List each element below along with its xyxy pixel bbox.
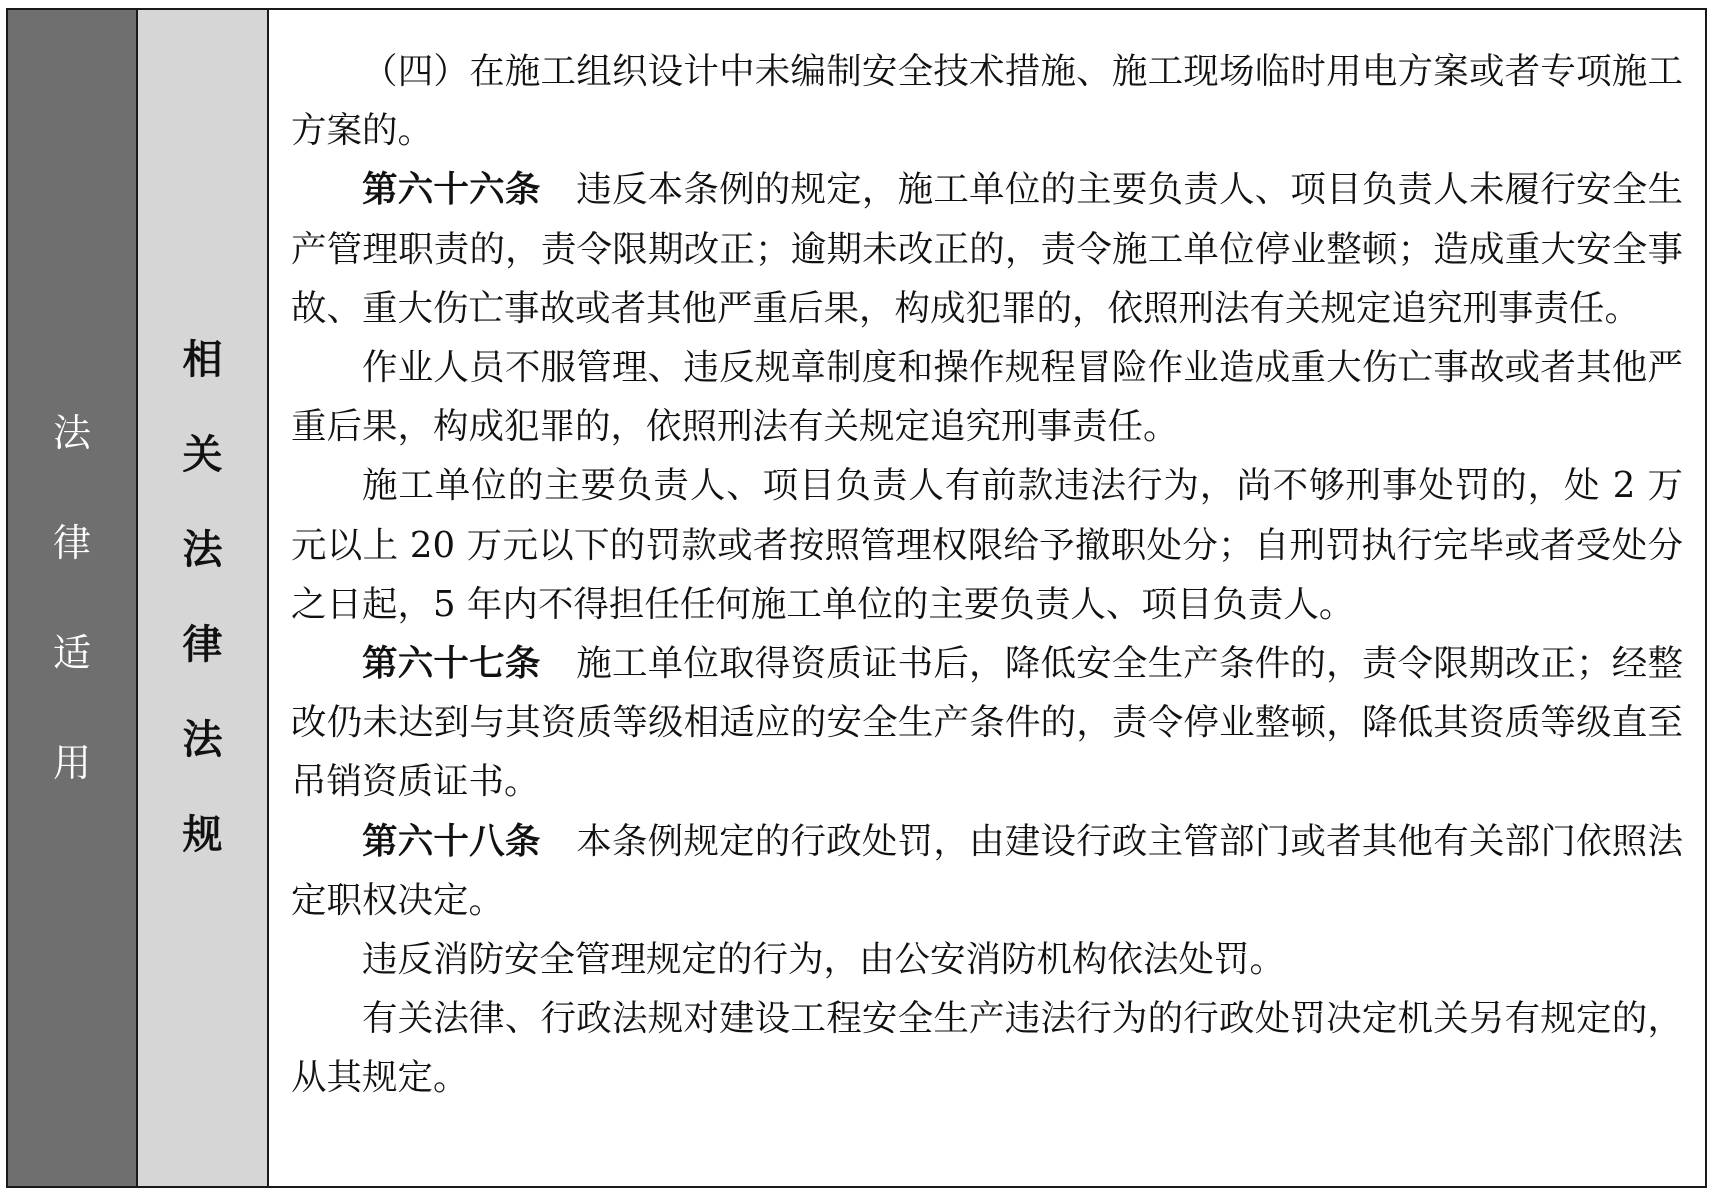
subcategory-char: 法 xyxy=(182,717,223,763)
category-char: 用 xyxy=(52,741,91,785)
paragraph xyxy=(291,160,1683,338)
article-number: 第六十六条 xyxy=(362,169,541,211)
subcategory-char: 律 xyxy=(182,622,223,668)
subcategory-label xyxy=(183,313,223,883)
paragraph-text: 有关法律、行政法规对建设工程安全生产违法行为的行政处罚决定机关另有规定的，从其规定。 xyxy=(291,998,1683,1099)
paragraph xyxy=(291,338,1683,456)
regulation-text xyxy=(269,10,1705,1186)
subcategory-column xyxy=(138,10,269,1186)
paragraph-text: 作业人员不服管理、违反规章制度和操作规程冒险作业造成重大伤亡事故或者其他严重后果，构成犯罪的，依照刑法有关规定追究刑事责任。 xyxy=(291,347,1683,448)
paragraph-text: （四）在施工组织设计中未编制安全技术措施、施工现场临时用电方案或者专项施工方案的。 xyxy=(291,51,1683,152)
law-table xyxy=(6,8,1707,1188)
subcategory-char: 关 xyxy=(182,432,223,478)
category-char: 法 xyxy=(52,411,91,455)
category-label xyxy=(53,378,91,818)
paragraph xyxy=(291,634,1683,812)
paragraph-text: 本条例规定的行政处罚，由建设行政主管部门或者其他有关部门依照法定职权决定。 xyxy=(291,820,1683,921)
paragraph-text: 施工单位取得资质证书后，降低安全生产条件的，责令限期改正；经整改仍未达到与其资质等级相适应的安全生产条件的，责令停业整顿，降低其资质等级直至吊销资质证书。 xyxy=(291,643,1683,803)
paragraph xyxy=(291,812,1683,930)
article-number: 第六十七条 xyxy=(362,643,541,685)
subcategory-char: 法 xyxy=(182,527,223,573)
category-char: 适 xyxy=(52,631,91,675)
subcategory-char: 规 xyxy=(182,812,223,858)
paragraph xyxy=(291,989,1683,1107)
paragraph-text: 违反消防安全管理规定的行为，由公安消防机构依法处罚。 xyxy=(362,939,1286,981)
category-column xyxy=(8,10,138,1186)
paragraph-text: 施工单位的主要负责人、项目负责人有前款违法行为，尚不够刑事处罚的，处 2 万元以上 20 万元以下的罚款或者按照管理权限给予撤职处分；自刑罚执行完毕或者受处分之日起，5 年内不得担任任何施工单位的主要负责人、项目负责人。 xyxy=(291,465,1683,625)
subcategory-char: 相 xyxy=(182,337,223,383)
article-number: 第六十八条 xyxy=(362,820,541,862)
paragraph-text: 违反本条例的规定，施工单位的主要负责人、项目负责人未履行安全生产管理职责的，责令限期改正；逾期未改正的，责令施工单位停业整顿；造成重大安全事故、重大伤亡事故或者其他严重后果，构成犯罪的，依照刑法有关规定追究刑事责任。 xyxy=(291,169,1683,329)
paragraph xyxy=(291,456,1683,634)
paragraph xyxy=(291,42,1683,160)
category-char: 律 xyxy=(52,521,91,565)
paragraph xyxy=(291,930,1683,989)
